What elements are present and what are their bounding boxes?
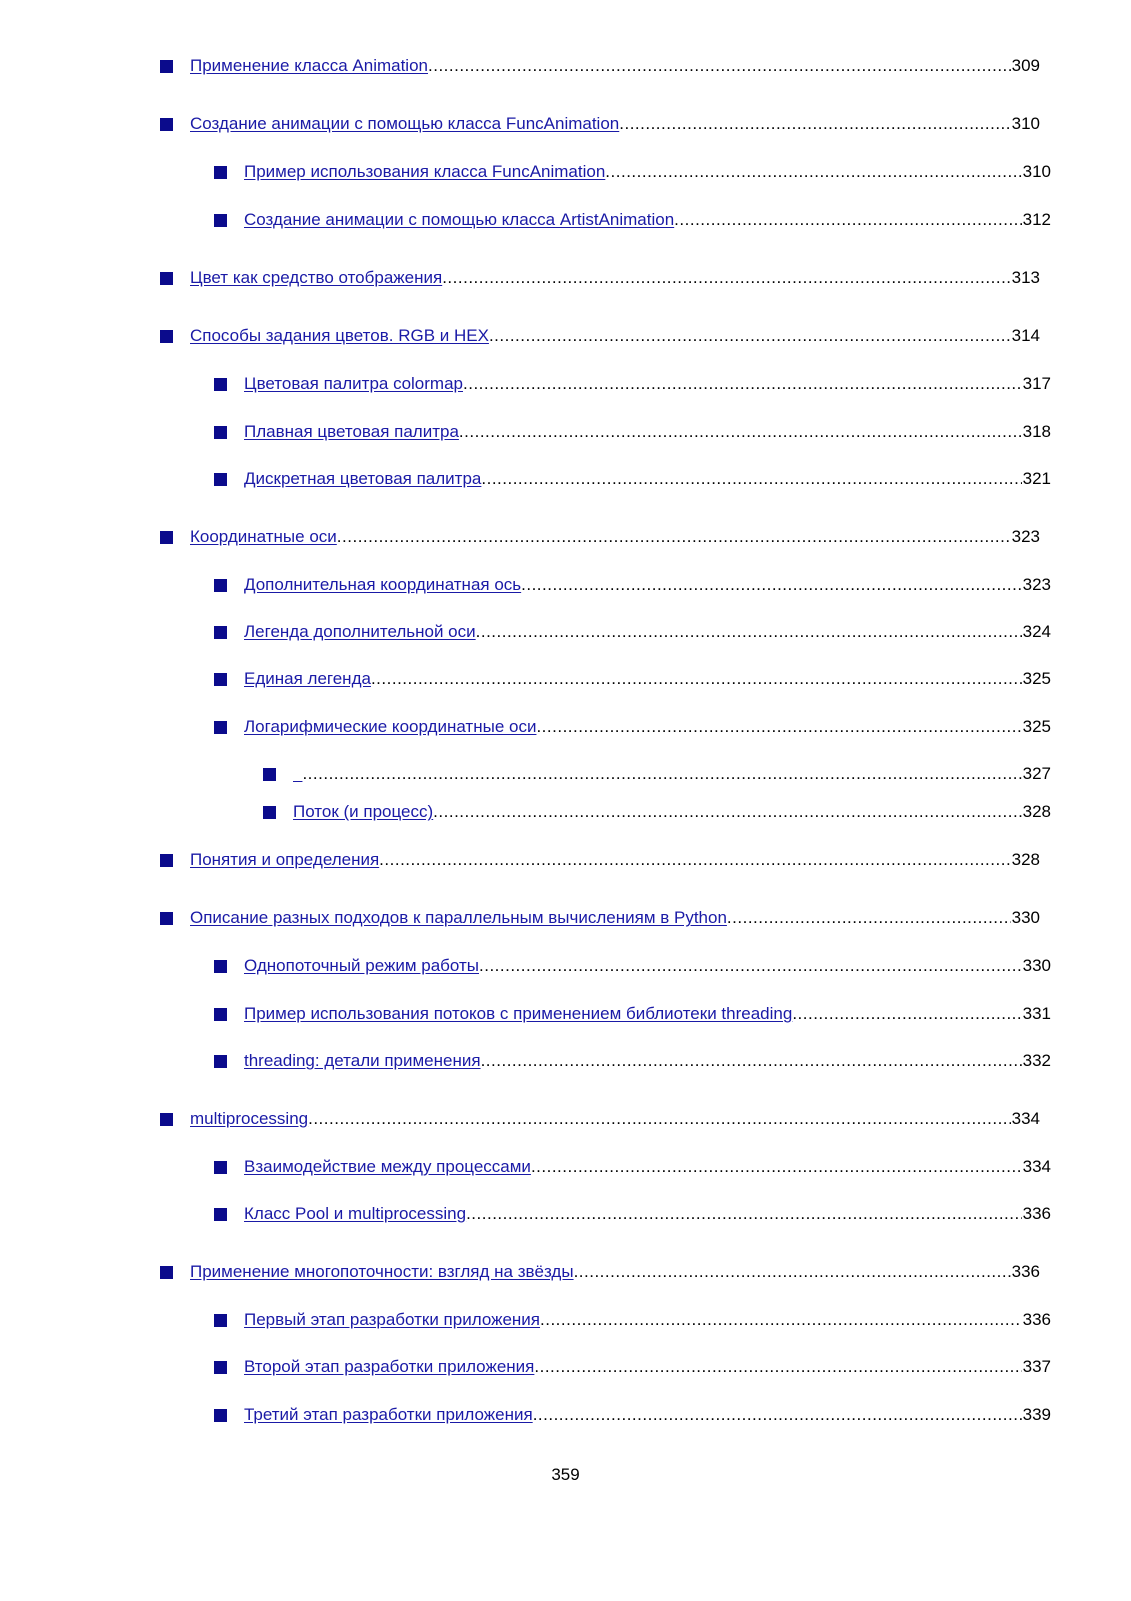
square-bullet-icon bbox=[214, 960, 227, 973]
square-bullet-icon bbox=[214, 378, 227, 391]
toc-entry[interactable] bbox=[214, 620, 1051, 644]
toc-entry[interactable] bbox=[160, 1260, 1040, 1284]
square-bullet-icon bbox=[160, 60, 173, 73]
dot-leader bbox=[521, 573, 1021, 597]
toc-entry[interactable] bbox=[160, 112, 1040, 136]
toc-entry[interactable] bbox=[214, 954, 1051, 978]
toc-page-number: 310 bbox=[1011, 114, 1040, 133]
square-bullet-icon bbox=[214, 721, 227, 734]
square-bullet-icon bbox=[160, 1113, 173, 1126]
dot-leader bbox=[428, 54, 1011, 78]
dot-leader bbox=[466, 1202, 1022, 1226]
toc-page-number: 334 bbox=[1022, 1157, 1051, 1176]
toc-entry-link[interactable]: Дискретная цветовая палитра bbox=[244, 469, 482, 488]
toc-entry[interactable] bbox=[214, 372, 1051, 396]
toc-entry-link[interactable]: Класс Pool и multiprocessing bbox=[244, 1204, 467, 1223]
square-bullet-icon bbox=[214, 426, 227, 439]
toc-entry[interactable] bbox=[160, 906, 1040, 930]
toc-entry[interactable] bbox=[263, 762, 1051, 786]
toc-page-number: 339 bbox=[1022, 1405, 1051, 1424]
dot-leader bbox=[442, 266, 1010, 290]
toc-entry-link[interactable]: Второй этап разработки приложения bbox=[244, 1357, 535, 1376]
square-bullet-icon bbox=[160, 912, 173, 925]
toc-page-number: 310 bbox=[1022, 162, 1051, 181]
toc-entry-link[interactable] bbox=[293, 762, 302, 786]
square-bullet-icon bbox=[214, 1409, 227, 1422]
toc-entry[interactable] bbox=[214, 208, 1051, 232]
dot-leader bbox=[605, 160, 1021, 184]
dot-leader bbox=[574, 1260, 1011, 1284]
square-bullet-icon bbox=[214, 1055, 227, 1068]
square-bullet-icon bbox=[214, 1161, 227, 1174]
toc-entry[interactable] bbox=[214, 1155, 1051, 1179]
toc-entry-link[interactable]: Понятия и определения bbox=[190, 850, 380, 869]
toc-entry-link[interactable]: Координатные оси bbox=[190, 527, 337, 546]
square-bullet-icon bbox=[160, 118, 173, 131]
toc-entry-link[interactable]: Логарифмические координатные оси bbox=[244, 717, 537, 736]
toc-entry-link[interactable]: Взаимодействие между процессами bbox=[244, 1157, 531, 1176]
toc-entry[interactable] bbox=[214, 1308, 1051, 1332]
toc-page-number: 324 bbox=[1022, 622, 1051, 641]
toc-entry-link[interactable]: Цветовая палитра colormap bbox=[244, 374, 463, 393]
toc-page-number: 323 bbox=[1022, 575, 1051, 594]
toc-entry-link[interactable]: Пример использования потоков с применением библиотеки threading bbox=[244, 1004, 793, 1023]
toc-entry[interactable] bbox=[160, 848, 1040, 872]
toc-page-number: 336 bbox=[1022, 1204, 1051, 1223]
dot-leader bbox=[379, 848, 1010, 872]
toc-entry-link[interactable]: Поток (и процесс) bbox=[293, 802, 434, 821]
square-bullet-icon bbox=[214, 1008, 227, 1021]
toc-entry[interactable] bbox=[214, 1403, 1051, 1427]
toc-entry-link[interactable]: Пример использования класса FuncAnimation bbox=[244, 162, 606, 181]
square-bullet-icon bbox=[160, 854, 173, 867]
dot-leader bbox=[792, 1002, 1021, 1026]
dot-leader bbox=[479, 954, 1022, 978]
toc-entry-link[interactable]: multiprocessing bbox=[190, 1109, 309, 1128]
dot-leader bbox=[531, 1155, 1022, 1179]
toc-page-number: 331 bbox=[1022, 1004, 1051, 1023]
toc-entry[interactable] bbox=[214, 467, 1051, 491]
toc-page-number: 330 bbox=[1011, 908, 1040, 927]
dot-leader bbox=[308, 1107, 1011, 1131]
toc-entry[interactable] bbox=[160, 525, 1040, 549]
toc-page-number: 334 bbox=[1011, 1109, 1040, 1128]
square-bullet-icon bbox=[214, 166, 227, 179]
toc-page-number: 309 bbox=[1011, 56, 1040, 75]
toc-page-number: 312 bbox=[1022, 210, 1051, 229]
toc-page-number: 318 bbox=[1022, 422, 1051, 441]
toc-entry-link[interactable]: Плавная цветовая палитра bbox=[244, 422, 459, 441]
dot-leader bbox=[489, 324, 1011, 348]
toc-entry-link[interactable]: Дополнительная координатная ось bbox=[244, 575, 522, 594]
square-bullet-icon bbox=[214, 214, 227, 227]
toc-page-number: 314 bbox=[1011, 326, 1040, 345]
toc-entry[interactable] bbox=[214, 1002, 1051, 1026]
toc-entry-link[interactable]: Способы задания цветов. RGB и HEX bbox=[190, 326, 489, 345]
toc-page-number: 317 bbox=[1022, 374, 1051, 393]
dot-leader bbox=[481, 1049, 1022, 1073]
toc-page-number: 313 bbox=[1011, 268, 1040, 287]
dot-leader bbox=[619, 112, 1010, 136]
square-bullet-icon bbox=[214, 1208, 227, 1221]
dot-leader bbox=[540, 1308, 1022, 1332]
toc-entry-link[interactable]: Однопоточный режим работы bbox=[244, 956, 479, 975]
dot-leader bbox=[433, 800, 1021, 824]
toc-entry-link[interactable]: Единая легенда bbox=[244, 669, 371, 688]
toc-page-number: 325 bbox=[1022, 717, 1051, 736]
toc-page-number: 332 bbox=[1022, 1051, 1051, 1070]
dot-leader bbox=[674, 208, 1021, 232]
toc-page-number: 328 bbox=[1011, 850, 1040, 869]
toc-entry[interactable] bbox=[214, 1355, 1051, 1379]
square-bullet-icon bbox=[160, 272, 173, 285]
page-number: 359 bbox=[551, 1465, 580, 1484]
toc-entry[interactable] bbox=[160, 1107, 1040, 1131]
toc-entry[interactable] bbox=[214, 420, 1051, 444]
toc-entry[interactable] bbox=[214, 667, 1051, 691]
square-bullet-icon bbox=[263, 768, 276, 781]
toc-entry-link[interactable]: Описание разных подходов к параллельным вычислениям в Python bbox=[190, 908, 727, 927]
square-bullet-icon bbox=[160, 1266, 173, 1279]
toc-entry[interactable] bbox=[214, 715, 1051, 739]
dot-leader bbox=[533, 1403, 1022, 1427]
square-bullet-icon bbox=[160, 531, 173, 544]
square-bullet-icon bbox=[263, 806, 276, 819]
toc-entry[interactable] bbox=[160, 54, 1040, 78]
toc-entry[interactable] bbox=[263, 800, 1051, 824]
toc-entry-link[interactable]: Первый этап разработки приложения bbox=[244, 1310, 541, 1329]
toc-entry[interactable] bbox=[214, 573, 1051, 597]
toc-entry-link[interactable]: Применение класса Animation bbox=[190, 56, 428, 75]
dot-leader bbox=[534, 1355, 1021, 1379]
square-bullet-icon bbox=[214, 626, 227, 639]
toc-entry[interactable] bbox=[160, 266, 1040, 290]
toc-entry-link[interactable]: Третий этап разработки приложения bbox=[244, 1405, 533, 1424]
toc-entry-link[interactable]: Цвет как средство отображения bbox=[190, 268, 443, 287]
toc-page-number: 337 bbox=[1022, 1357, 1051, 1376]
dot-leader bbox=[337, 525, 1011, 549]
square-bullet-icon bbox=[214, 473, 227, 486]
toc-page-number: 336 bbox=[1011, 1262, 1040, 1281]
toc-entry[interactable] bbox=[214, 1049, 1051, 1073]
toc-page-number: 330 bbox=[1022, 956, 1051, 975]
toc-page-number: 325 bbox=[1022, 669, 1051, 688]
toc-entry-link[interactable]: Создание анимации с помощью класса FuncAnimation bbox=[190, 114, 620, 133]
dot-leader bbox=[463, 372, 1022, 396]
toc-entry-link[interactable]: Создание анимации с помощью класса ArtistAnimation bbox=[244, 210, 675, 229]
square-bullet-icon bbox=[214, 579, 227, 592]
toc-page-number: 327 bbox=[1022, 764, 1051, 783]
dot-leader bbox=[727, 906, 1011, 930]
toc-entry-link[interactable]: Применение многопоточности: взгляд на звёзды bbox=[190, 1262, 574, 1281]
dot-leader bbox=[459, 420, 1022, 444]
toc-entry-link[interactable]: threading: детали применения bbox=[244, 1051, 481, 1070]
toc-page-number: 323 bbox=[1011, 527, 1040, 546]
toc-page-number: 336 bbox=[1022, 1310, 1051, 1329]
toc-entry[interactable] bbox=[214, 160, 1051, 184]
toc-entry[interactable] bbox=[214, 1202, 1051, 1226]
dot-leader bbox=[371, 667, 1022, 691]
square-bullet-icon bbox=[214, 1314, 227, 1327]
toc-page-number: 321 bbox=[1022, 469, 1051, 488]
dot-leader bbox=[476, 620, 1022, 644]
square-bullet-icon bbox=[214, 673, 227, 686]
square-bullet-icon bbox=[214, 1361, 227, 1374]
toc-entry-link[interactable]: Легенда дополнительной оси bbox=[244, 622, 476, 641]
dot-leader bbox=[302, 762, 1021, 786]
dot-leader bbox=[481, 467, 1021, 491]
toc-entry[interactable] bbox=[160, 324, 1040, 348]
square-bullet-icon bbox=[160, 330, 173, 343]
toc-page-number: 328 bbox=[1022, 802, 1051, 821]
dot-leader bbox=[536, 715, 1021, 739]
